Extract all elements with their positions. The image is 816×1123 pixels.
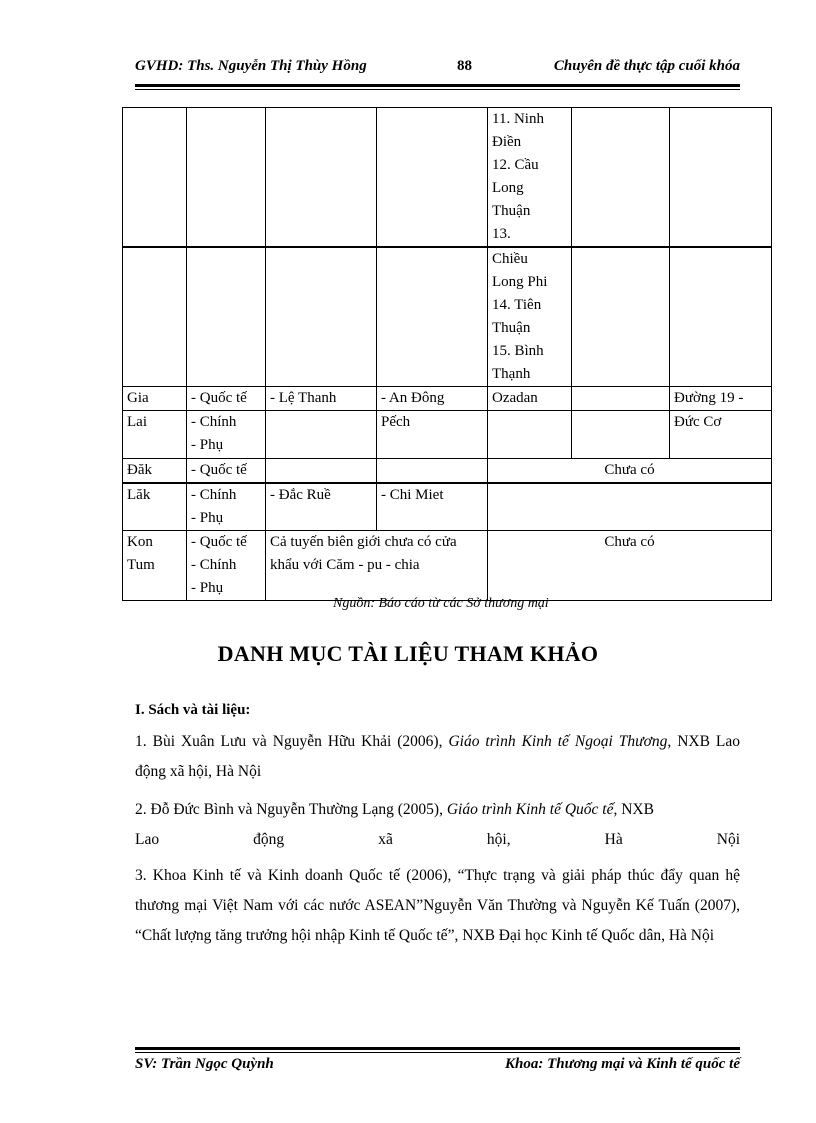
province-cell: Đăk: [123, 459, 187, 484]
gate-list-cell: 11. Ninh Điền 12. Cầu Long Thuận 13.: [488, 108, 572, 248]
header-rule-thin: [135, 89, 740, 90]
reference-title: Giáo trình Kinh tế Ngoại Thương: [448, 733, 668, 750]
footer-faculty: Khoa: Thương mại và Kinh tế quốc tế: [505, 1056, 740, 1072]
province-cell: Gia: [123, 387, 187, 411]
section-title: DANH MỤC TÀI LIỆU THAM KHẢO: [217, 641, 599, 666]
table-row: Kon Tum - Quốc tế - Chính - Phụ Cả tuyến biên giới chưa có cửa khẩu với Căm - pu - chia Chưa có: [123, 531, 772, 601]
header-report-title: Chuyên đề thực tập cuối khóa: [553, 58, 740, 74]
subheading: I. Sách và tài liệu:: [135, 702, 251, 718]
page-number: 88: [457, 58, 472, 74]
footer-rule-thick: [135, 1047, 740, 1050]
border-gate-table: [122, 107, 772, 601]
header-supervisor: GVHD: Ths. Nguyễn Thị Thùy Hồng: [135, 58, 367, 74]
reference-item: 2. Đỗ Đức Bình và Nguyễn Thường Lạng (2005), Giáo trình Kinh tế Quốc tế, NXB Lao động xã hội, Hà Nội: [135, 801, 740, 848]
none-cell: Chưa có: [488, 531, 772, 601]
province-cell: Kon Tum: [123, 531, 187, 601]
table-row: Gia - Quốc tế - Lệ Thanh - An Đông Ozadan Đường 19 -: [123, 387, 772, 411]
footer-student: SV: Trần Ngọc Quỳnh: [135, 1056, 274, 1072]
footer-rule-thin: [135, 1052, 740, 1053]
reference-item: 1. Bùi Xuân Lưu và Nguyễn Hữu Khải (2006), Giáo trình Kinh tế Ngoại Thương, NXB Lao động xã hội, Hà Nội: [135, 733, 741, 780]
table-source-note: Nguồn: Báo cáo từ các Sở thương mại: [333, 596, 549, 611]
table-row: [123, 247, 772, 387]
none-cell: Chưa có: [488, 459, 772, 484]
table-row: Lăk - Chính - Phụ - Đắc Ruề - Chi Miet: [123, 483, 772, 531]
header-rule-thick: [135, 84, 740, 87]
table-row: Lai - Chính - Phụ Pếch Đức Cơ: [123, 411, 772, 459]
gate-list-cell: Chiều Long Phi 14. Tiên Thuận 15. Bình Thạnh: [488, 247, 572, 387]
note-cell: Cả tuyến biên giới chưa có cửa khẩu với Căm - pu - chia: [266, 531, 488, 601]
reference-title: Giáo trình Kinh tế Quốc tế: [446, 801, 614, 818]
table-row: Đăk - Quốc tế Chưa có: [123, 459, 772, 484]
reference-item: 3. Khoa Kinh tế và Kinh doanh Quốc tế (2006), “Thực trạng và giải pháp thúc đẩy quan hệ thương mại Việt Nam với các nước ASEAN”Nguyễn Văn Thường và Nguyễn Kế Tuấn (2007), “Chất lượng tăng trưởng hội nhập Kinh tế Quốc tế”, NXB Đại học Kinh tế Quốc dân, Hà Nội: [135, 867, 740, 944]
table-row: [123, 108, 772, 248]
